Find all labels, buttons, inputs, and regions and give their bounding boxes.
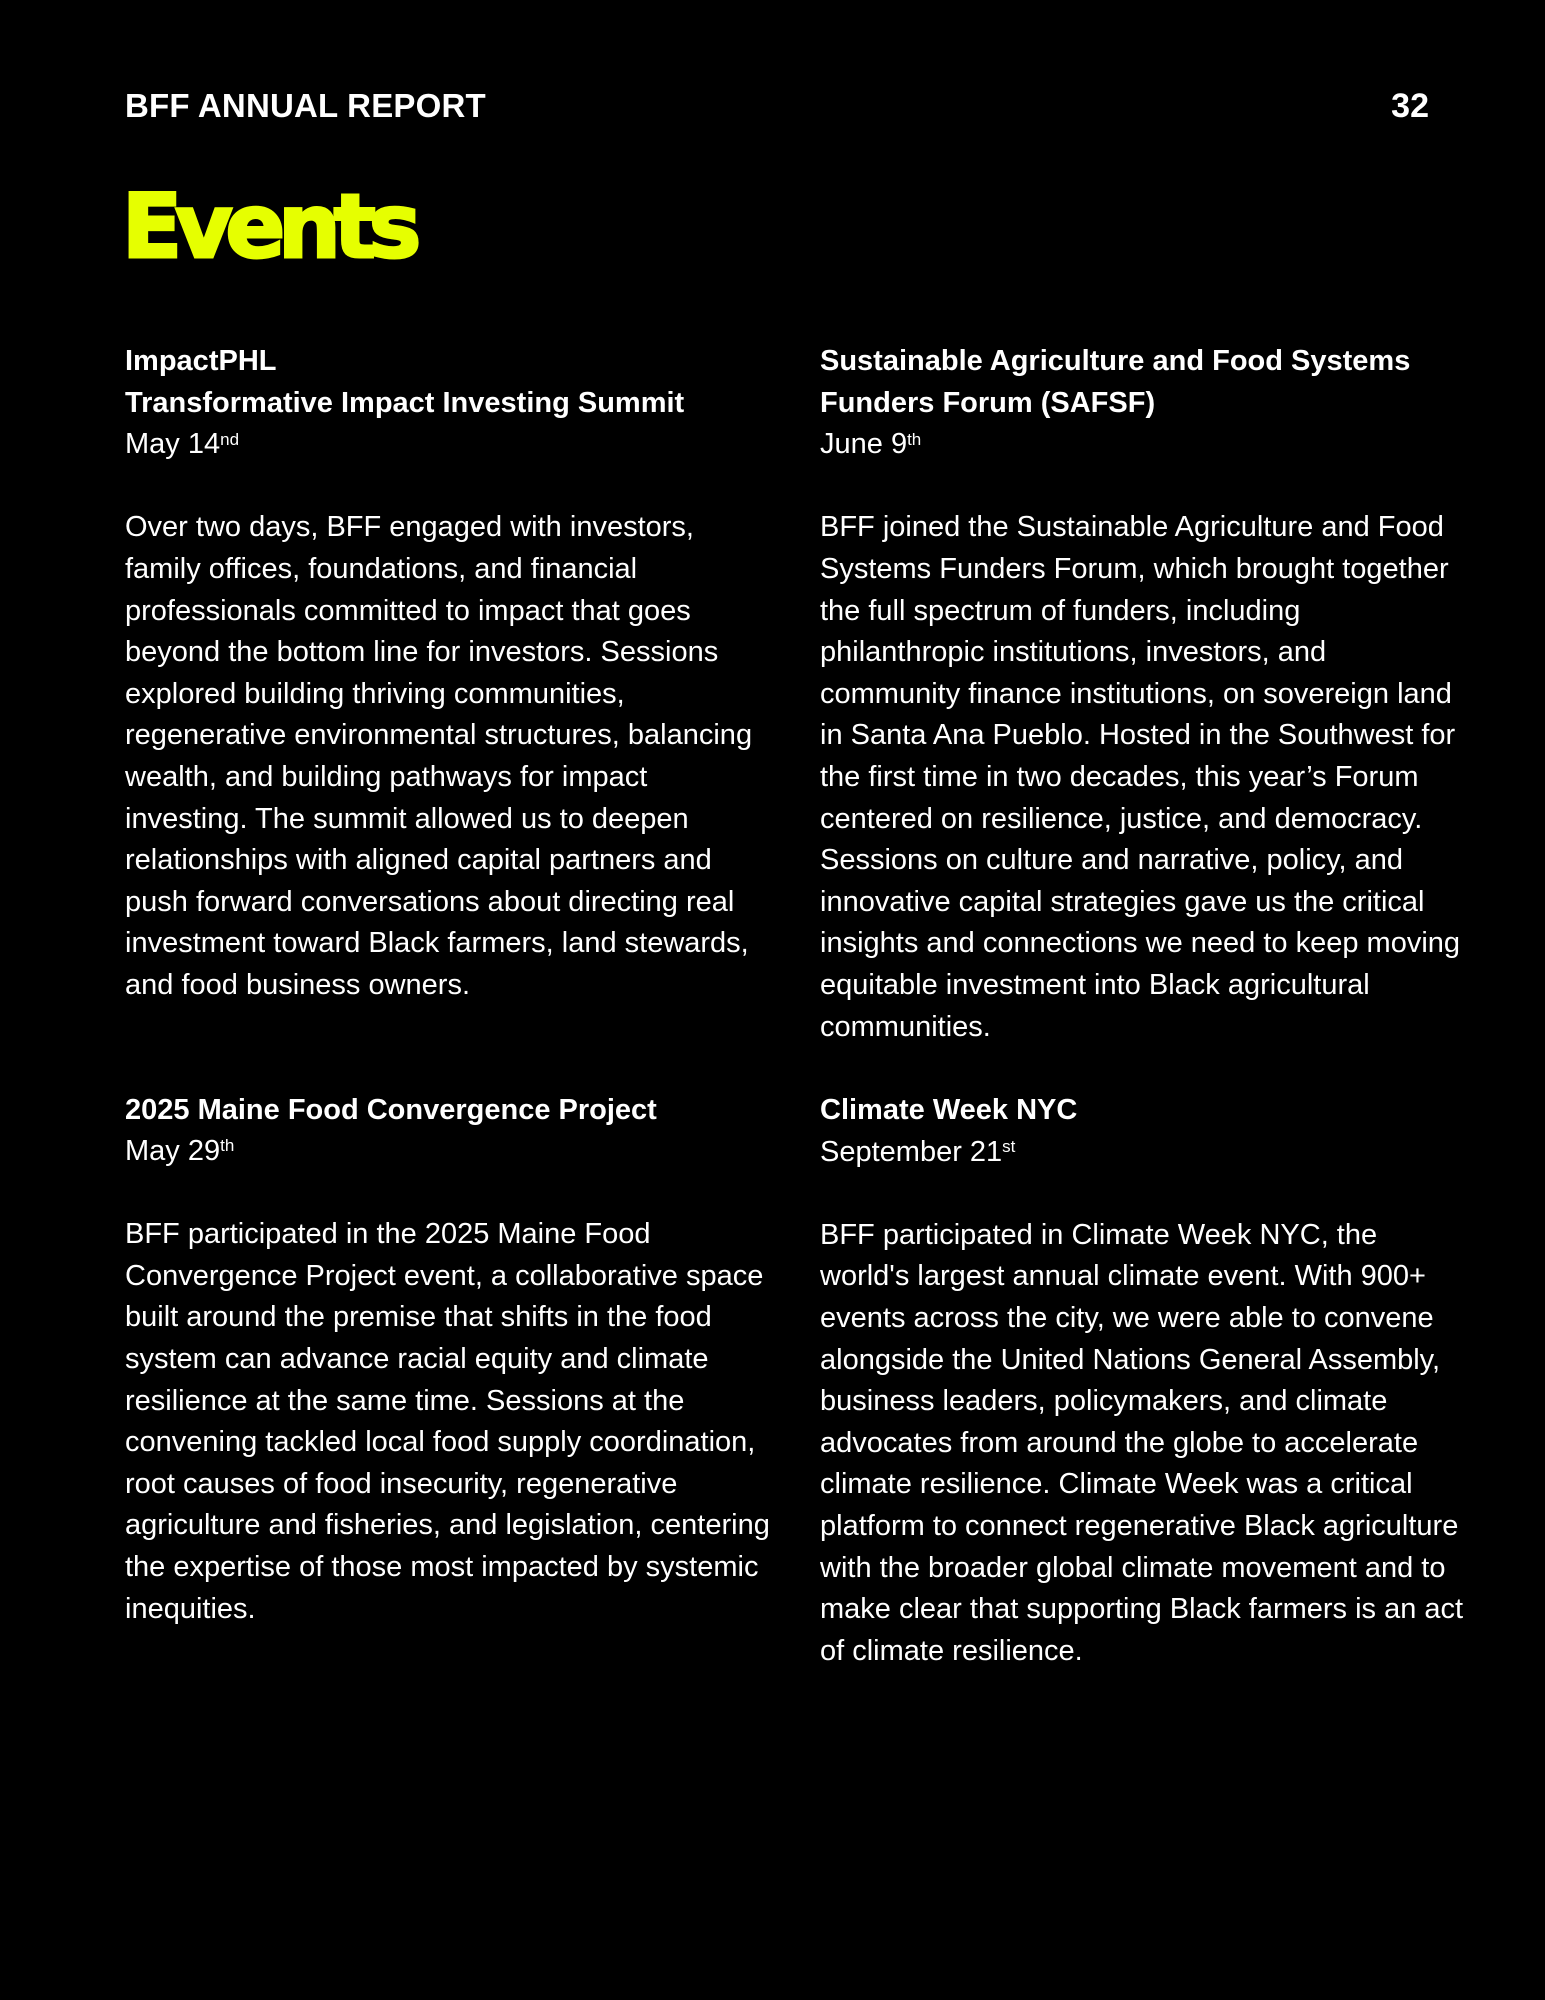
event-title: ImpactPHL [125,345,277,377]
event-date-text: May 14 [125,428,221,461]
event-date-suffix: th [907,429,922,449]
event-date-text: September 21 [820,1135,1003,1168]
page-header [125,84,1429,128]
event-date-text: May 29 [125,1135,221,1168]
event-climate-week-nyc [820,1090,1470,1672]
event-description: BFF participated in Climate Week NYC, the world's largest annual climate event. With 900+ events across the city, we were able to convene alongside the United Nations General Assembly, business leaders, policymakers, and climate advocates from around the globe to accelerate climate resilience. Climate Week was a critical platform to connect regenerative Black agriculture with the broader global climate movement and to make clear that supporting Black farmers is an act of climate resilience. [820,1218,1464,1667]
event-date [820,1132,1470,1174]
event-date-text: June 9 [820,428,908,461]
event-safsf [820,341,1470,1048]
event-date [125,424,775,466]
event-subtitle: Funders Forum (SAFSF) [820,386,1156,419]
right-column [820,341,1470,1672]
event-date [125,1131,775,1173]
section-title: Events [122,175,415,278]
event-date [820,424,1470,466]
event-date-suffix: nd [220,429,240,449]
event-date-suffix: th [220,1136,235,1156]
event-description: BFF participated in the 2025 Maine Food Convergence Project event, a collaborative space built around the premise that shifts in the food system can advance racial equity and climate resilience at the same time. Sessions at the convening tackled local food supply coordination, root causes of food insecurity, regenerative agriculture and fisheries, and legislation, centering the expertise of those most impacted by systemic inequities. [125,1218,770,1625]
event-description: Over two days, BFF engaged with investors, family offices, foundations, and financial professionals committed to impact that goes beyond the bottom line for investors. Sessions explored building thriving communities, regenerative environmental structures, balancing wealth, and building pathways for impact investing. The summit allowed us to deepen relationships with aligned capital partners and push forward conversations about directing real investment toward Black farmers, land stewards, and food business owners. [125,511,753,1001]
event-date-suffix: st [1002,1137,1016,1157]
event-subtitle: Transformative Impact Investing Summit [125,386,685,419]
event-impactphl [125,341,775,1007]
event-title: Sustainable Agriculture and Food Systems [820,345,1411,377]
event-title: Climate Week NYC [820,1094,1078,1127]
left-column [125,341,775,1630]
report-title: BFF ANNUAL REPORT [125,87,486,124]
event-title: 2025 Maine Food Convergence Project [125,1093,657,1126]
event-maine-food-convergence [125,1090,775,1631]
page-number: 32 [1391,87,1429,125]
event-description: BFF joined the Sustainable Agriculture and Food Systems Funders Forum, which brought together the full spectrum of funders, including philanthropic institutions, investors, and community finance institutions, on sovereign land in Santa Ana Pueblo. Hosted in the Southwest for the first time in two decades, this year’s Forum centered on resilience, justice, and democracy. Sessions on culture and narrative, policy, and innovative capital strategies gave us the critical insights and connections we need to keep moving equitable investment into Black agricultural communities. [820,511,1461,1043]
